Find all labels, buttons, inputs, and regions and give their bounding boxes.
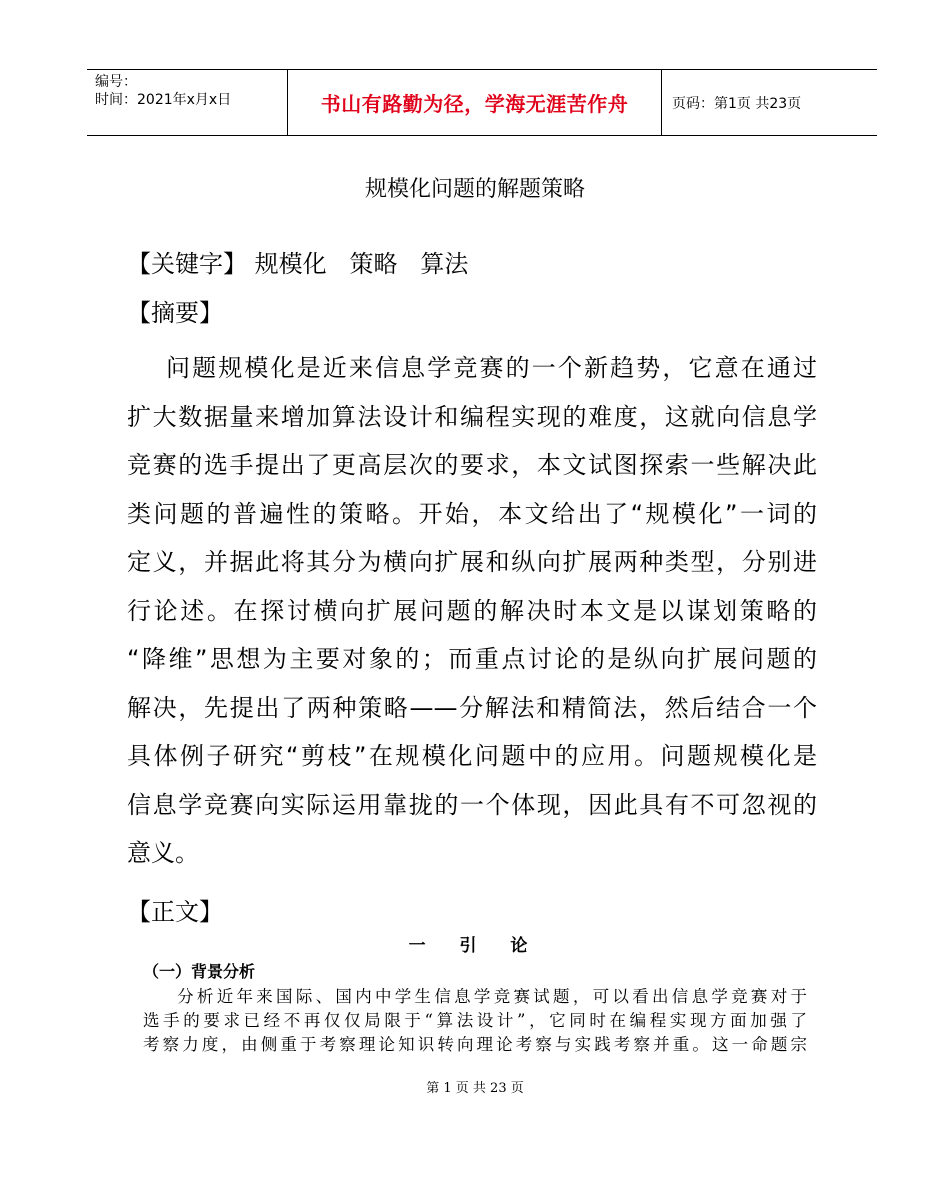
abstract-body (127, 344, 817, 878)
section-title: 一 引 论 (408, 936, 542, 956)
header-meta-cell (87, 70, 288, 135)
body-paragraph (143, 985, 807, 1057)
abstract-heading: 【摘要】 (127, 299, 223, 327)
paragraph-line: 考察力度，由侧重于考察理论知识转向理论考察与实践考察并重。这一命题宗 (143, 1035, 807, 1054)
document-title: 规模化问题的解题策略 (364, 177, 585, 202)
header-page-info: 页码：第1页 共23页 (672, 95, 802, 112)
body-heading: 【正文】 (127, 898, 223, 926)
abstract-line: 信息学竞赛向实际运用靠拢的一个体现，因此具有不可忽视的 (127, 790, 817, 819)
abstract-line: 类问题的普遍性的策略。开始，本文给出了“规模化”一词的 (127, 499, 817, 528)
abstract-line: 具体例子研究“剪枝”在规模化问题中的应用。问题规模化是 (127, 742, 817, 770)
abstract-line: 意义。 (127, 839, 199, 867)
header-motto-cell (288, 70, 662, 135)
abstract-line: 问题规模化是近来信息学竞赛的一个新趋势，它意在通过 (127, 354, 817, 382)
document-id-label: 编号： (95, 74, 137, 90)
abstract-line: 行论述。在探讨横向扩展问题的解决时本文是以谋划策略的 (127, 596, 817, 625)
keywords-line: 【关键字】 规模化 策略 算法 (127, 250, 469, 278)
abstract-line: 竞赛的选手提出了更高层次的要求，本文试图探索一些解决此 (127, 451, 817, 479)
paragraph-line: 分析近年来国际、国内中学生信息学竞赛试题，可以看出信息学竞赛对于 (143, 987, 807, 1006)
abstract-line: 定义，并据此将其分为横向扩展和纵向扩展两种类型，分别进 (127, 548, 817, 576)
abstract-line: “降维”思想为主要对象的；而重点讨论的是纵向扩展问题的 (127, 645, 817, 673)
document-time-label: 时间：2021年x月x日 (95, 92, 232, 108)
abstract-line: 解决，先提出了两种策略——分解法和精简法，然后结合一个 (127, 693, 817, 722)
abstract-line: 扩大数据量来增加算法设计和编程实现的难度，这就向信息学 (127, 402, 817, 431)
header-page-cell (662, 70, 877, 135)
header-motto: 书山有路勤为径，学海无涯苦作舟 (320, 92, 629, 116)
page-footer: 第 1 页 共 23 页 (426, 1081, 524, 1096)
page-header (87, 69, 877, 136)
paragraph-line: 选手的要求已经不再仅仅局限于“算法设计”，它同时在编程实现方面加强了 (143, 1011, 807, 1030)
subsection-title: （一）背景分析 (143, 962, 256, 981)
